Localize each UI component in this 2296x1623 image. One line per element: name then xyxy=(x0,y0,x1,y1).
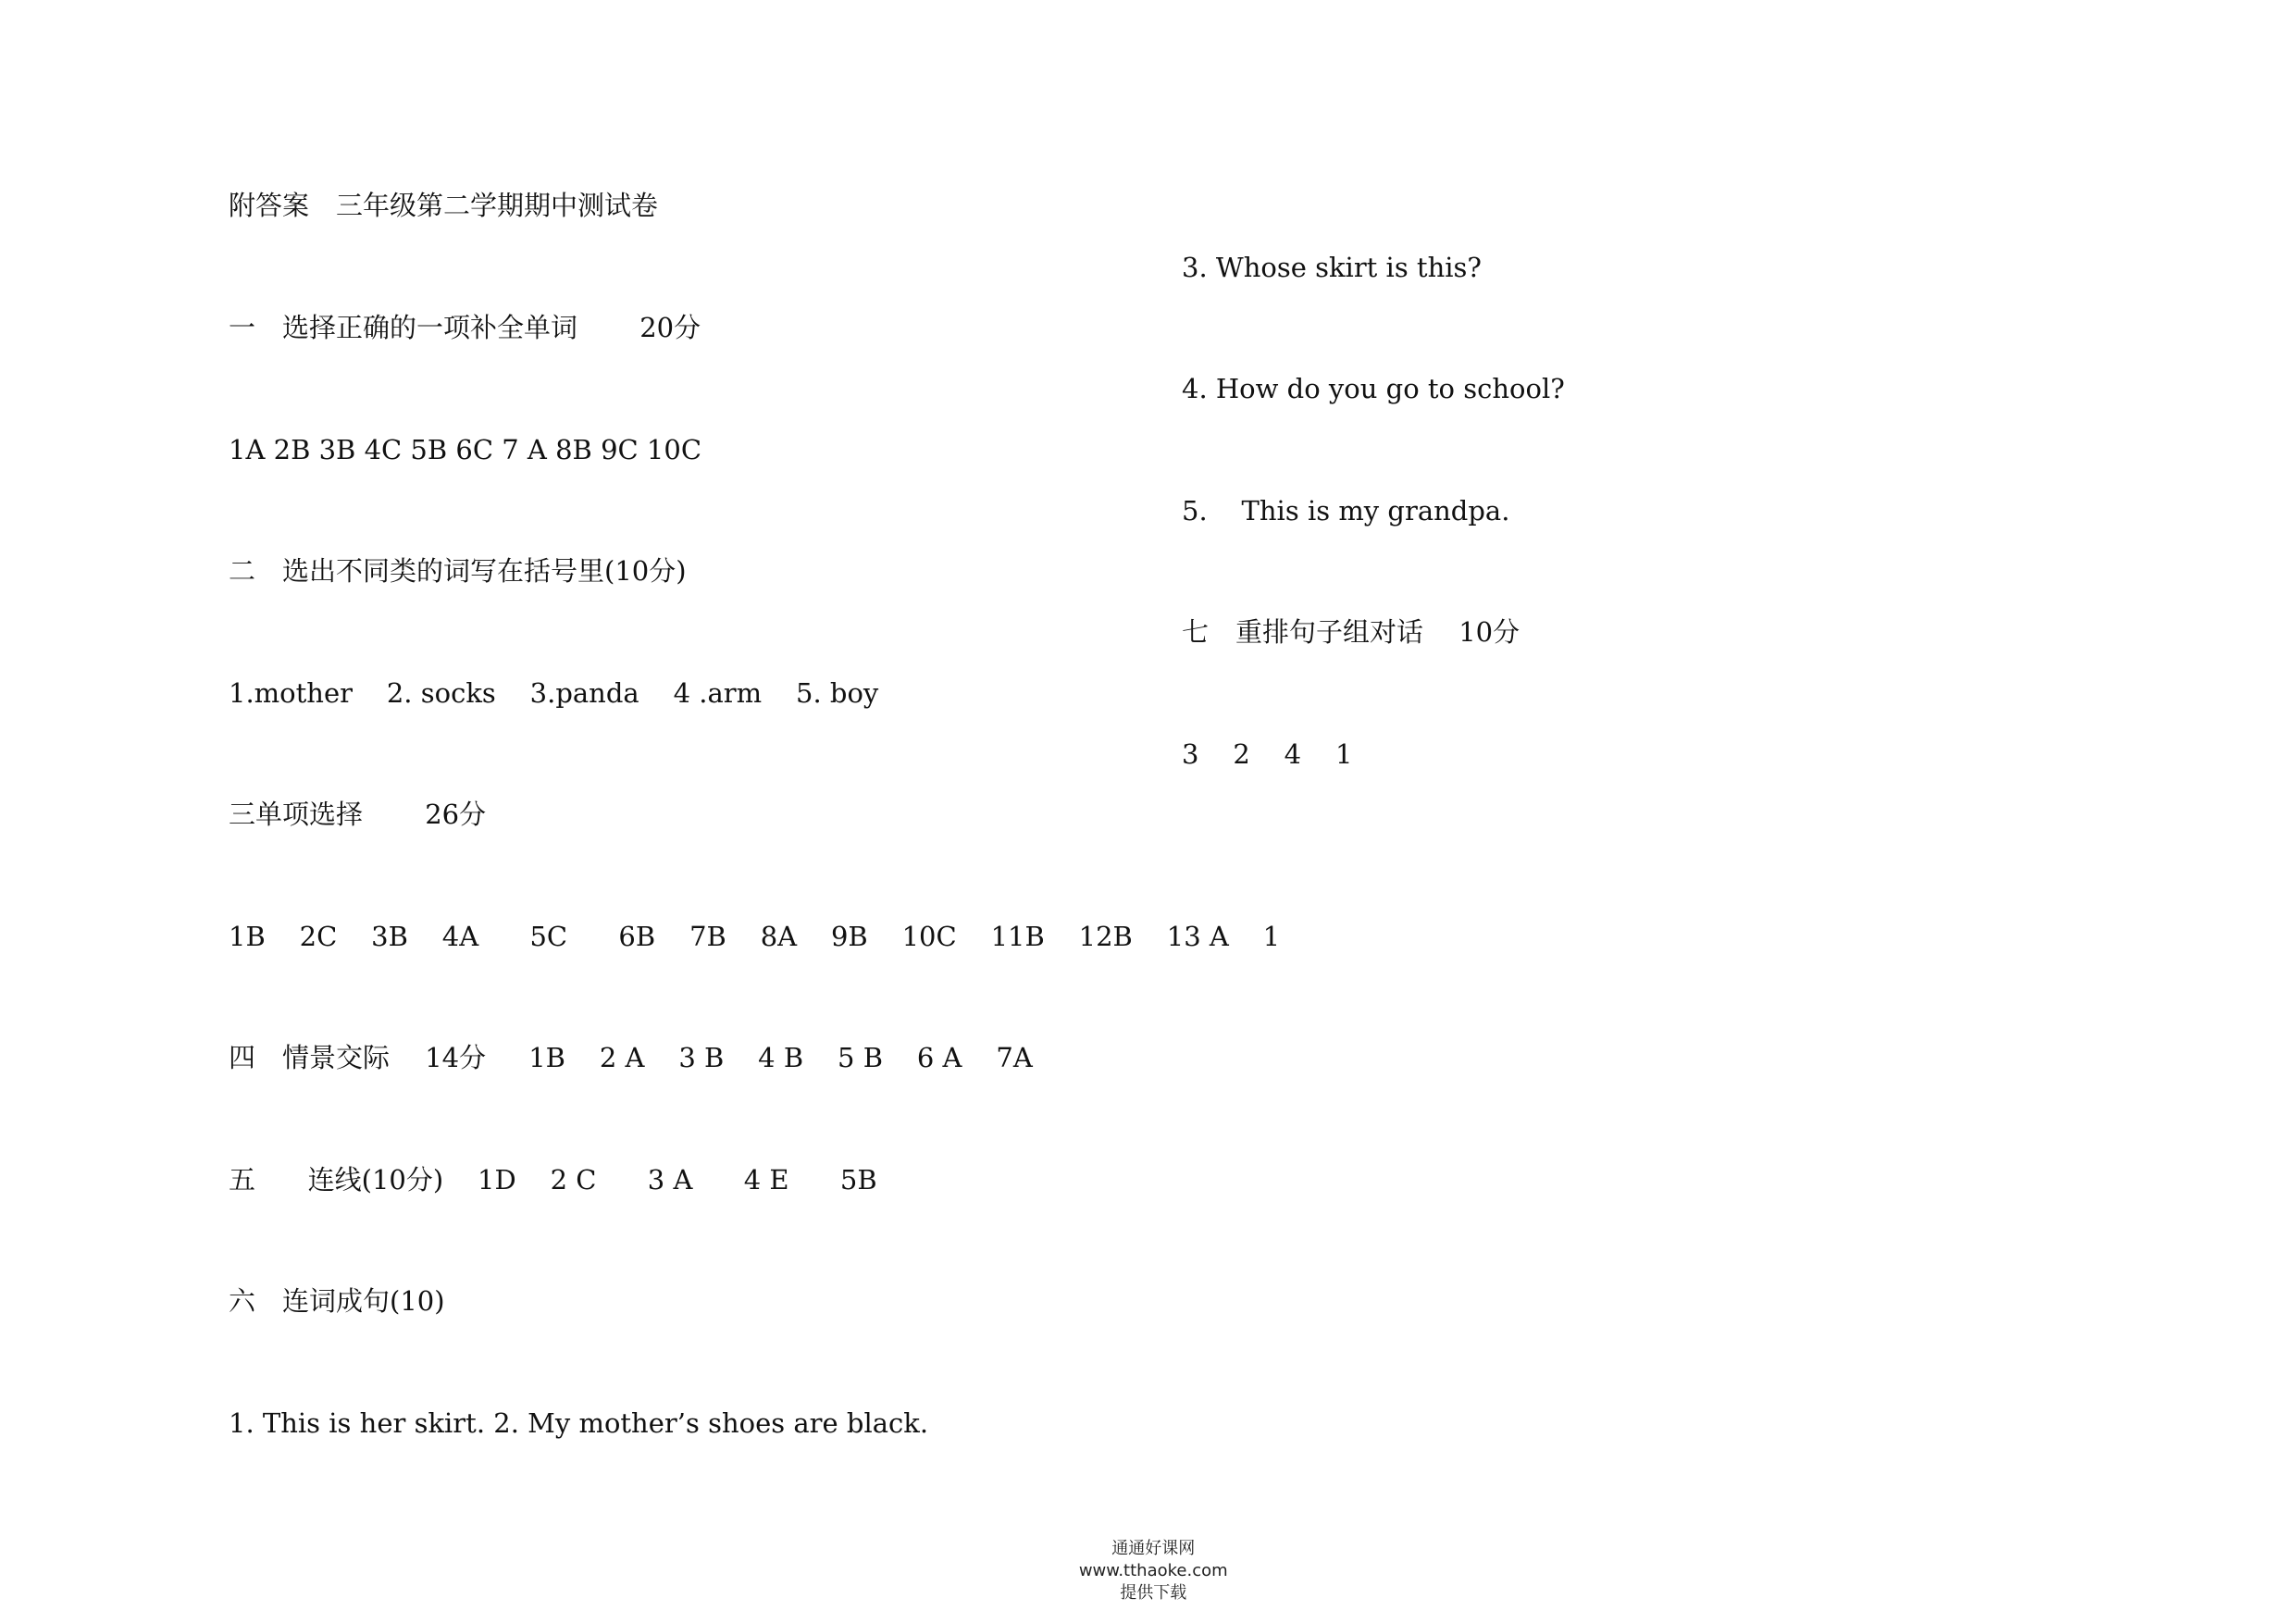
section-1-answers: 1A 2B 3B 4C 5B 6C 7 A 8B 9C 10C xyxy=(229,434,702,465)
section-7-heading: 七 重排句子组对话 10分 xyxy=(1182,616,1520,648)
section-6-item-5: 5. This is my grandpa. xyxy=(1182,495,1510,527)
section-2-answers: 1.mother 2. socks 3.panda 4 .arm 5. boy xyxy=(229,677,879,709)
footer-site-url[interactable]: www.tthaoke.com xyxy=(1078,1561,1228,1580)
section-4-line: 四 情景交际 14分 1B 2 A 3 B 4 B 5 B 6 A 7A xyxy=(229,1042,1033,1073)
section-6-item-3: 3. Whose skirt is this? xyxy=(1182,252,1482,283)
section-5-line: 五 连线(10分) 1D 2 C 3 A 4 E 5B xyxy=(229,1164,877,1196)
section-2-heading: 二 选出不同类的词写在括号里(10分) xyxy=(229,555,687,587)
section-7-answers: 3 2 4 1 xyxy=(1182,738,1353,770)
section-1-heading: 一 选择正确的一项补全单词 20分 xyxy=(229,312,701,343)
section-6-item-4: 4. How do you go to school? xyxy=(1182,373,1565,404)
footer-site-name: 通通好课网 xyxy=(1111,1539,1196,1558)
section-6-heading: 六 连词成句(10) xyxy=(229,1285,445,1317)
page-footer xyxy=(0,1516,2296,1604)
footer-download-note: 提供下载 xyxy=(1120,1583,1187,1603)
section-3-answers: 1B 2C 3B 4A 5C 6B 7B 8A 9B 10C 11B 12B 13 A 1 xyxy=(229,921,1281,952)
section-6-answers: 1. This is her skirt. 2. My mother’s shoes are black. xyxy=(229,1407,929,1439)
section-3-heading: 三单项选择 26分 xyxy=(229,799,487,830)
document-title: 附答案 三年级第二学期期中测试卷 xyxy=(229,190,659,221)
